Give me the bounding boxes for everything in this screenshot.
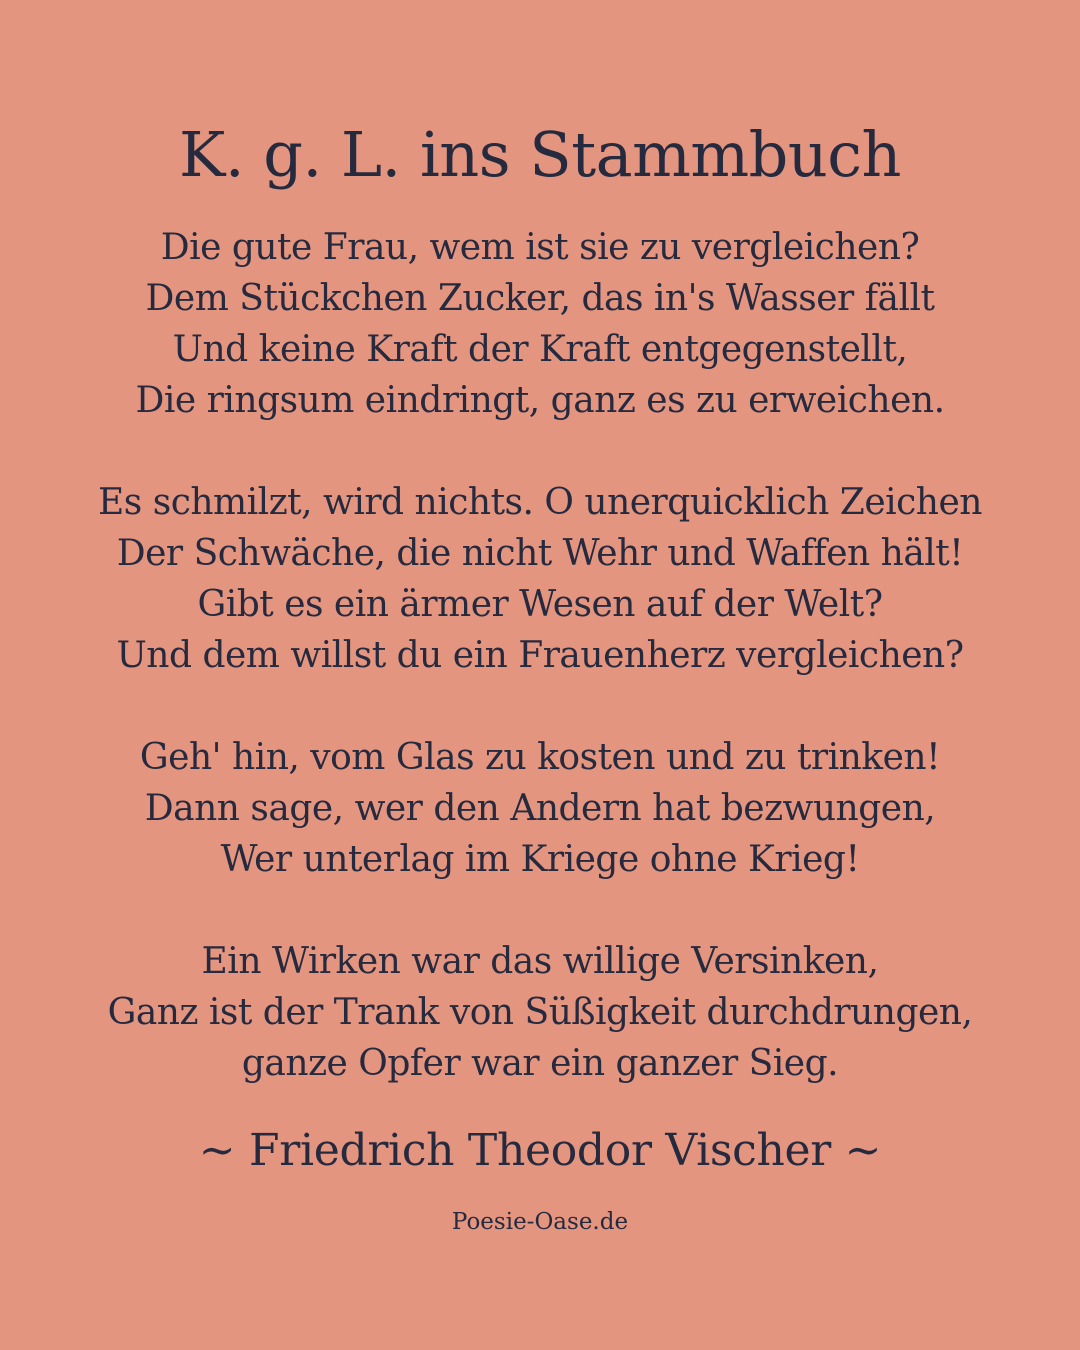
stanza-3 — [0, 732, 1080, 885]
poem-line: Dem Stückchen Zucker, das in's Wasser fällt — [145, 278, 935, 319]
poem-line: Ein Wirken war das willige Versinken, — [201, 941, 879, 982]
poem-body — [0, 222, 1080, 1140]
poem-line: Die ringsum eindringt, ganz es zu erweichen. — [135, 380, 945, 421]
poem-line: Geh' hin, vom Glas zu kosten und zu trinken! — [139, 737, 941, 778]
poem-line: Ganz ist der Trank von Süßigkeit durchdrungen, — [107, 992, 973, 1033]
poem-line: Der Schwäche, die nicht Wehr und Waffen hält! — [116, 533, 964, 574]
website-credit: Poesie-Oase.de — [451, 1209, 629, 1235]
poem-title: K. g. L. ins Stammbuch — [179, 118, 901, 191]
poem-author: ~ Friedrich Theodor Vischer ~ — [198, 1125, 882, 1176]
poem-line: Dann sage, wer den Andern hat bezwungen, — [144, 788, 936, 829]
poem-line: Die gute Frau, wem ist sie zu vergleichen? — [160, 227, 920, 268]
poem-line: Und dem willst du ein Frauenherz vergleichen? — [116, 635, 964, 676]
poem-line: Wer unterlag im Kriege ohne Krieg! — [220, 839, 860, 880]
stanza-1 — [0, 222, 1080, 426]
stanza-4 — [0, 936, 1080, 1089]
poem-line: ganze Opfer war ein ganzer Sieg. — [241, 1043, 839, 1084]
poem-line: Gibt es ein ärmer Wesen auf der Welt? — [197, 584, 883, 625]
stanza-2 — [0, 477, 1080, 681]
poem-line: Es schmilzt, wird nichts. O unerquicklich Zeichen — [98, 482, 982, 523]
poem-line: Und keine Kraft der Kraft entgegenstellt, — [172, 329, 908, 370]
